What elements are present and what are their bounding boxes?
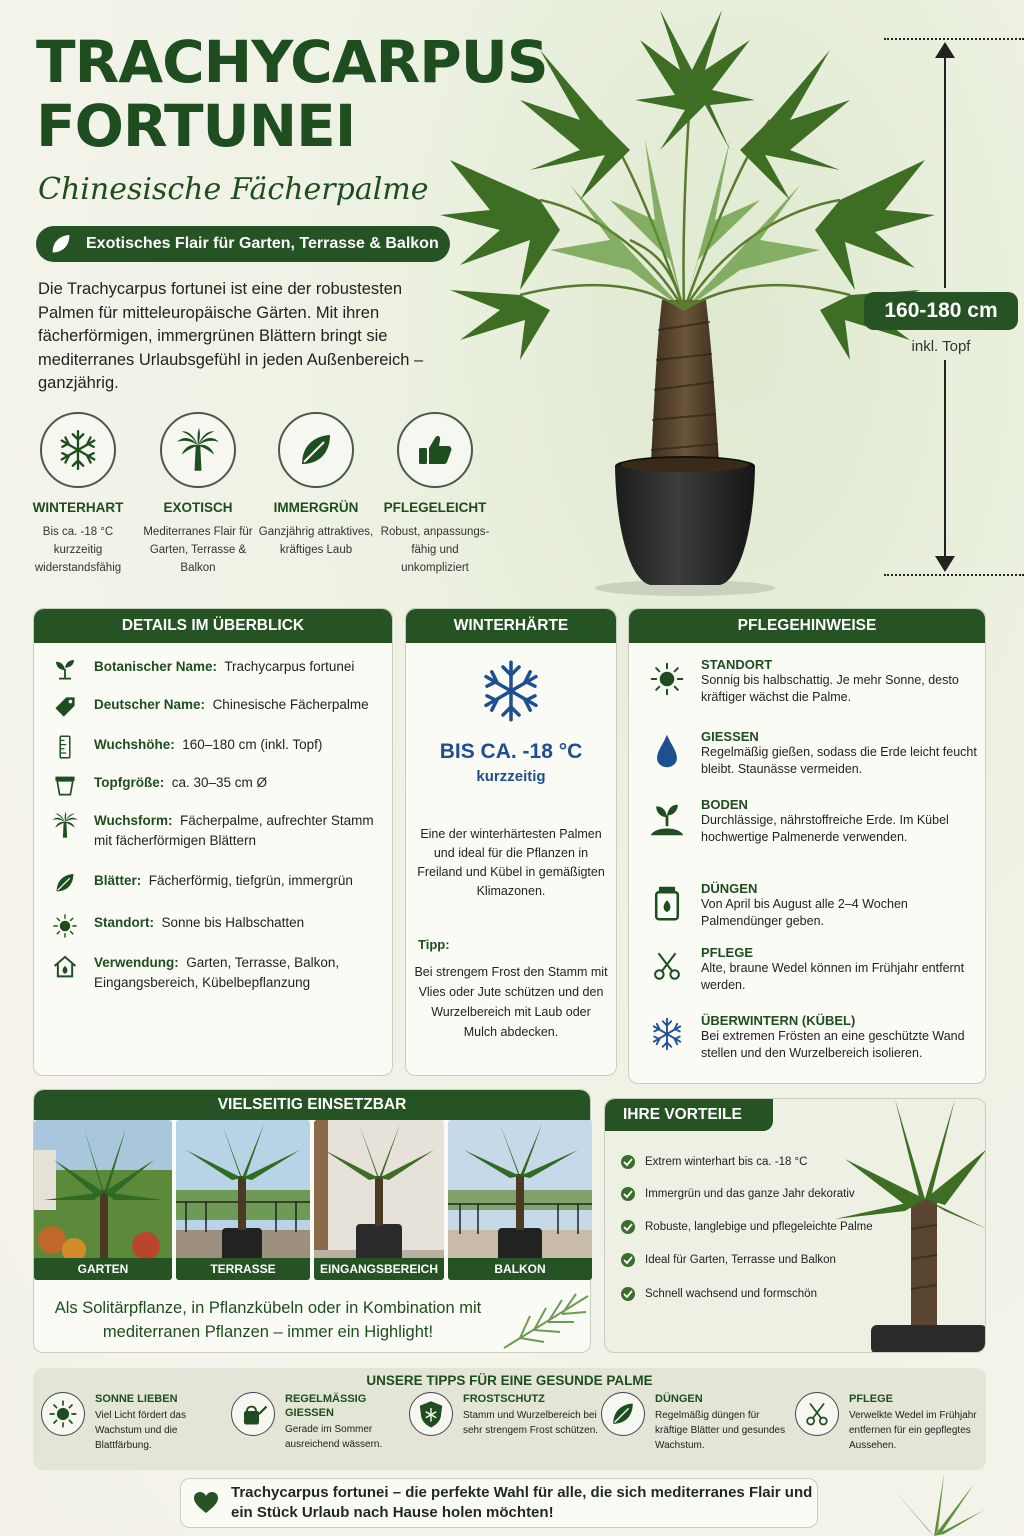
photo-eingangsbereich — [314, 1120, 444, 1280]
intro-text: Die Trachycarpus fortunei ist eine der robustesten Palmen für mitteleuropäische Gärten. Mit ihren fächerförmigen, immergrünen Blättern bringt sie mediterranes Urlaubsgefühl in jeden Außenbereich – ganzjährig. — [38, 280, 424, 392]
care-item — [647, 945, 987, 994]
care-header: PFLEGEHINWEISE — [629, 609, 985, 643]
frost-shield-icon — [416, 1399, 446, 1429]
heart-icon — [193, 1491, 219, 1515]
sun-icon — [649, 661, 685, 697]
detail-value: Fächerpalme, aufrechter Stamm mit fächerförmigen Blättern — [94, 813, 374, 848]
detail-value: Fächerförmig, tiefgrün, immergrün — [148, 873, 353, 888]
winter-header: WINTERHÄRTE — [406, 609, 616, 643]
photo-caption: BALKON — [448, 1258, 592, 1280]
advantage-text: Extrem winterhart bis ca. -18 °C — [645, 1156, 808, 1168]
winter-text: Eine der winterhärtesten Palmen und ideal für die Pflanzen in Freiland und Kübel in gemäßigten Klimazonen. — [417, 827, 605, 898]
tip-title: REGELMÄSSIG GIESSEN — [285, 1393, 367, 1419]
scissors-icon — [803, 1400, 831, 1428]
detail-value: ca. 30–35 cm Ø — [171, 775, 268, 790]
photo-caption: EINGANGSBEREICH — [314, 1258, 444, 1280]
scissors-icon — [650, 949, 684, 983]
sprout-icon — [53, 657, 77, 681]
uses-panel — [33, 1089, 591, 1353]
feature-desc: Bis ca. -18 °C kurzzeitig widerstandsfähig — [34, 526, 122, 574]
feature-desc: Ganzjährig attraktives, kräftiges Laub — [258, 526, 374, 556]
care-item — [647, 1013, 987, 1062]
tip-title: PFLEGE — [849, 1393, 894, 1405]
winter-tip-text: Bei strengem Frost den Stamm mit Vlies oder Jute schützen und den Wurzelbereich mit Laub oder Mulch abdecken. — [414, 965, 608, 1039]
entrance-photo — [314, 1120, 444, 1280]
feature-desc: Mediterranes Flair für Garten, Terrasse & Balkon — [143, 526, 253, 574]
detail-label: Blätter: — [94, 873, 142, 888]
uses-caption: Als Solitärpflanze, in Pflanzkübeln oder in Kombination mit mediterranen Pflanzen – immer ein Highlight! — [54, 1299, 482, 1341]
advantage-text: Robuste, langlebige und pflegeleichte Palme — [645, 1221, 873, 1233]
feature-label: IMMERGRÜN — [273, 500, 359, 515]
advantage-item — [621, 1155, 807, 1169]
care-title: STANDORT — [701, 657, 773, 672]
feature-label: WINTERHART — [32, 500, 124, 515]
tip-item — [601, 1392, 791, 1453]
feature-desc: Robust, anpassungs-fähig und unkompliziert — [380, 526, 490, 574]
care-text: Sonnig bis halbschattig. Je mehr Sonne, desto kräftiger wächst die Palme. — [701, 673, 959, 704]
tip-item — [795, 1392, 983, 1453]
details-panel — [33, 608, 393, 1076]
care-title: BODEN — [701, 797, 748, 812]
advantages-panel — [604, 1098, 986, 1353]
watering-can-icon — [238, 1399, 268, 1429]
photo-terrasse — [176, 1120, 310, 1280]
title-line-1: TRACHYCARPUS — [36, 28, 548, 96]
tag-icon — [53, 695, 77, 719]
palm-icon — [175, 427, 221, 473]
care-text: Durchlässige, nährstoffreiche Erde. Im Kübel hochwertige Palmenerde verwenden. — [701, 813, 949, 844]
garden-photo — [34, 1120, 172, 1280]
check-icon — [621, 1253, 635, 1267]
detail-value: Sonne bis Halbschatten — [161, 915, 305, 930]
tip-text: Regelmäßig düngen für kräftige Blätter und gesundes Wachstum. — [655, 1410, 786, 1451]
detail-label: Wuchsform: — [94, 813, 173, 828]
feature-label: EXOTISCH — [163, 500, 233, 515]
house-icon — [52, 953, 78, 979]
leaf-icon — [48, 232, 74, 256]
leaf-icon — [53, 871, 77, 895]
winter-tip-label: Tipp: — [418, 937, 450, 952]
snowflake-icon — [650, 1017, 684, 1051]
advantage-text: Ideal für Garten, Terrasse und Balkon — [645, 1254, 836, 1266]
feature-exotisch — [139, 412, 257, 577]
sun-icon — [52, 913, 78, 939]
leaf-icon — [296, 430, 336, 470]
height-top-line — [884, 38, 1024, 40]
height-note: inkl. Topf — [911, 338, 971, 355]
feature-winterhart — [19, 412, 137, 577]
footer-banner — [180, 1478, 818, 1528]
detail-row — [50, 871, 353, 895]
photo-caption: TERRASSE — [176, 1258, 310, 1280]
arrow-up-icon — [935, 42, 955, 58]
detail-value: 160–180 cm (inkl. Topf) — [182, 737, 323, 752]
check-icon — [621, 1287, 635, 1301]
advantage-item — [621, 1253, 836, 1267]
winter-temp: BIS CA. -18 °C — [439, 740, 583, 763]
detail-row — [50, 657, 354, 681]
terrace-photo — [176, 1120, 310, 1280]
detail-row — [50, 735, 322, 759]
tip-item — [409, 1392, 599, 1438]
tips-strip — [33, 1368, 986, 1470]
feature-immergruen — [257, 412, 375, 559]
care-title: GIESSEN — [701, 729, 759, 744]
snowflake-icon — [479, 659, 543, 723]
tip-text: Gerade im Sommer ausreichend wässern. — [285, 1424, 383, 1450]
soil-plant-icon — [649, 801, 685, 837]
care-title: DÜNGEN — [701, 881, 758, 896]
advantage-text: Immergrün und das ganze Jahr dekorativ — [645, 1188, 855, 1200]
fertilizer-icon — [652, 885, 682, 921]
advantage-text: Schnell wachsend und formschön — [645, 1288, 817, 1300]
detail-row — [50, 811, 390, 851]
tip-title: FROSTSCHUTZ — [463, 1393, 545, 1405]
uses-header: VIELSEITIG EINSETZBAR — [34, 1090, 590, 1120]
detail-row — [50, 695, 369, 719]
tagline-pill — [36, 226, 450, 262]
balcony-photo — [448, 1120, 592, 1280]
winter-sub: kurzzeitig — [476, 768, 546, 785]
detail-value: Trachycarpus fortunei — [224, 659, 355, 674]
detail-label: Topfgröße: — [94, 775, 165, 790]
subtitle: Chinesische Fächerpalme — [38, 172, 429, 207]
check-icon — [621, 1220, 635, 1234]
photo-balkon — [448, 1120, 592, 1280]
tip-title: SONNE LIEBEN — [95, 1393, 178, 1405]
advantage-item — [621, 1220, 873, 1234]
feature-label: PFLEGELEICHT — [383, 500, 487, 515]
tip-item — [231, 1392, 409, 1452]
detail-label: Wuchshöhe: — [94, 737, 175, 752]
care-item — [647, 729, 987, 778]
check-icon — [621, 1155, 635, 1169]
detail-label: Deutscher Name: — [94, 697, 206, 712]
detail-row — [50, 953, 390, 993]
tip-text: Verwelkte Wedel im Frühjahr entfernen für ein gepflegtes Aussehen. — [849, 1410, 977, 1451]
footer-text: Trachycarpus fortunei – die perfekte Wahl für alle, die sich mediterranes Flair und ein Stück Urlaub nach Hause holen möchten! — [231, 1484, 813, 1521]
palm-leaf-decoration — [884, 1470, 984, 1536]
leaf-icon — [609, 1400, 637, 1428]
sun-icon — [48, 1399, 78, 1429]
water-drop-icon — [652, 733, 682, 769]
tagline-text: Exotisches Flair für Garten, Terrasse & Balkon — [86, 235, 439, 252]
arrow-down-icon — [935, 556, 955, 572]
tips-header: UNSERE TIPPS FÜR EINE GESUNDE PALME — [366, 1373, 653, 1388]
care-text: Regelmäßig gießen, sodass die Erde leicht feucht bleibt. Staunässe vermeiden. — [701, 745, 977, 776]
height-bottom-line — [884, 574, 1024, 576]
winter-panel — [405, 608, 617, 1076]
ruler-icon — [53, 735, 77, 759]
title-line-2: FORTUNEI — [36, 92, 356, 160]
detail-label: Verwendung: — [94, 955, 179, 970]
height-line-upper — [944, 52, 946, 288]
pot-icon — [53, 773, 77, 797]
tip-text: Viel Licht fördert das Wachstum und die Blattfärbung. — [95, 1410, 186, 1451]
advantage-item — [621, 1287, 817, 1301]
photo-caption: GARTEN — [34, 1258, 172, 1280]
detail-label: Botanischer Name: — [94, 659, 218, 674]
photo-garten — [34, 1120, 172, 1280]
care-item — [647, 881, 987, 930]
palm-icon — [51, 811, 79, 839]
care-text: Alte, braune Wedel können im Frühjahr entfernt werden. — [701, 961, 965, 992]
advantages-header: IHRE VORTEILE — [605, 1099, 773, 1131]
details-header: DETAILS IM ÜBERBLICK — [34, 609, 392, 643]
tip-text: Stamm und Wurzelbereich bei sehr strengem Frost schützen. — [463, 1410, 599, 1436]
palm-leaf-icon — [500, 1286, 590, 1352]
care-item — [647, 657, 987, 706]
tip-item — [41, 1392, 227, 1453]
height-badge: 160-180 cm — [864, 292, 1018, 330]
detail-label: Standort: — [94, 915, 154, 930]
detail-value: Garten, Terrasse, Balkon, Eingangsbereich, Kübelbepflanzung — [94, 955, 340, 990]
care-text: Von April bis August alle 2–4 Wochen Palmendünger geben. — [701, 897, 908, 928]
detail-row — [50, 773, 267, 797]
advantage-item — [621, 1187, 855, 1201]
care-item — [647, 797, 987, 846]
care-text: Bei extremen Frösten an eine geschützte Wand stellen und den Wurzelbereich isolieren. — [701, 1029, 965, 1060]
care-title: ÜBERWINTERN (KÜBEL) — [701, 1013, 856, 1028]
height-line-lower — [944, 360, 946, 560]
care-title: PFLEGE — [701, 945, 754, 960]
check-icon — [621, 1187, 635, 1201]
detail-row — [50, 913, 304, 939]
snowflake-icon — [57, 429, 99, 471]
care-panel — [628, 608, 986, 1084]
detail-value: Chinesische Fächerpalme — [212, 697, 369, 712]
tip-title: DÜNGEN — [655, 1393, 703, 1405]
